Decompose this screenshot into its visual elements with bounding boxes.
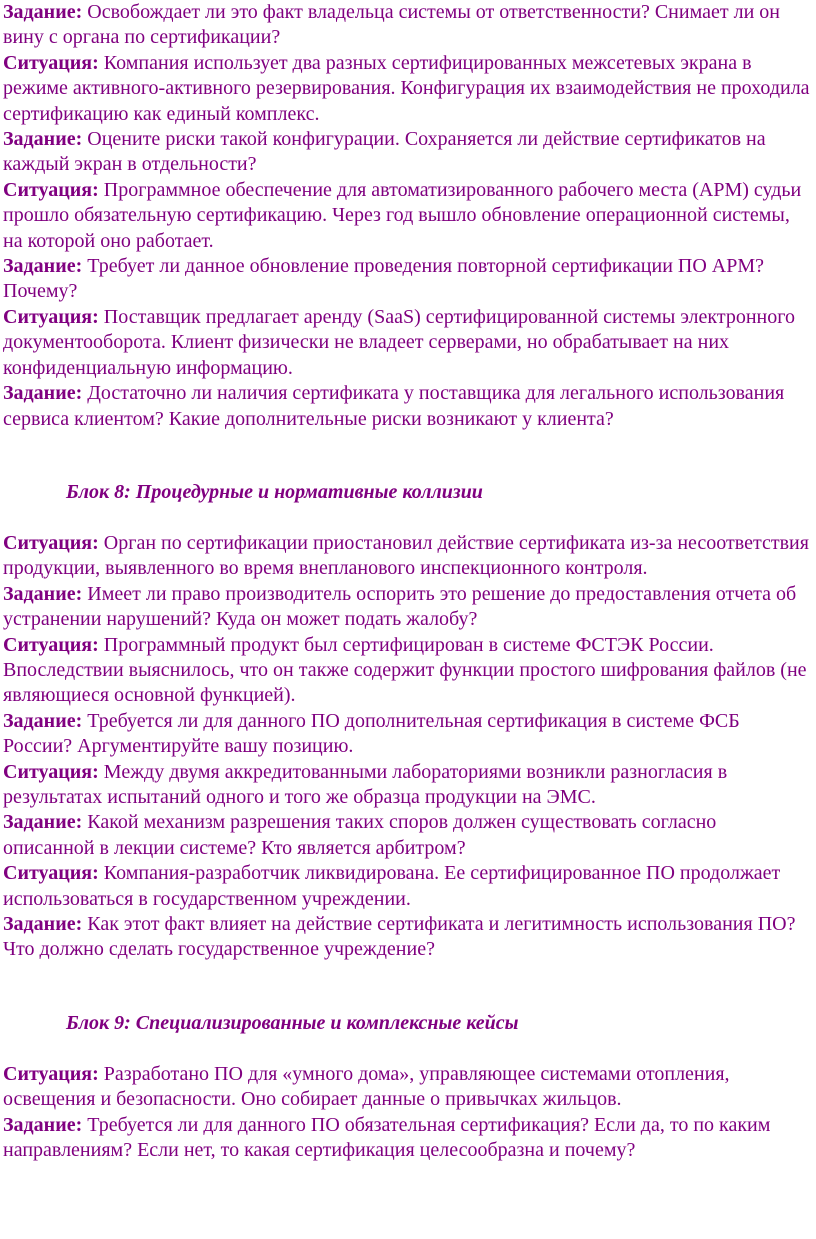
paragraph-text: Компания использует два разных сертифицированных межсетевых экрана в режиме активного-активного резервирования. Конфигурация их взаимодействия не проходила сертификацию как единый комплекс. <box>3 51 810 125</box>
block-9-section <box>3 1062 812 1164</box>
paragraph-text: Между двумя аккредитованными лабораториями возникли разногласия в результатах испытаний одного и того же образца продукции на ЭМС. <box>3 760 728 808</box>
situation-paragraph <box>3 305 812 381</box>
task-label: Задание: <box>3 913 83 935</box>
paragraph-text: Требуется ли для данного ПО обязательная сертификация? Если да, то по каким направлениям? Если нет, то какая сертификация целесообразна и почему? <box>3 1113 771 1162</box>
paragraph-text: Требуется ли для данного ПО дополнительная сертификация в системе ФСБ России? Аргументируйте вашу позицию. <box>3 709 740 758</box>
situation-label: Ситуация: <box>3 531 99 554</box>
paragraph-text: Освобождает ли это факт владельца системы от ответственности? Снимает ли он вину с органа по сертификации? <box>3 1 780 49</box>
task-paragraph <box>3 0 812 51</box>
paragraph-text: Имеет ли право производитель оспорить это решение до предоставления отчета об устранении нарушений? Куда он может подать жалобу? <box>3 582 797 631</box>
situation-label: Ситуация: <box>3 178 99 201</box>
situation-paragraph <box>3 633 812 709</box>
situation-label: Ситуация: <box>3 305 99 328</box>
task-paragraph <box>3 127 812 178</box>
task-label: Задание: <box>3 1 83 23</box>
task-label: Задание: <box>3 255 83 278</box>
paragraph-text: Поставщик предлагает аренду (SaaS) сертифицированной системы электронного документооборота. Клиент физически не владеет серверами, но обрабатывает на них конфиденциальную информацию. <box>3 305 795 379</box>
situation-label: Ситуация: <box>3 1062 99 1085</box>
paragraph-text: Программный продукт был сертифицирован в системе ФСТЭК России. Впоследствии выяснилось, что он также содержит функции простого шифрования файлов (не являющиеся основной функцией). <box>3 633 807 707</box>
paragraph-text: Достаточно ли наличия сертификата у поставщика для легального использования сервиса клиентом? Какие дополнительные риски возникают у клиента? <box>3 382 785 430</box>
task-label: Задание: <box>3 709 83 732</box>
situation-label: Ситуация: <box>3 633 99 656</box>
intro-section <box>3 0 812 432</box>
task-paragraph <box>3 582 812 633</box>
situation-paragraph <box>3 1062 812 1113</box>
task-paragraph <box>3 810 812 861</box>
task-label: Задание: <box>3 1113 83 1136</box>
paragraph-text: Какой механизм разрешения таких споров должен существовать согласно описанной в лекции системе? Кто является арбитром? <box>3 811 717 859</box>
block-8-heading: Блок 8: Процедурные и нормативные коллизии <box>66 480 483 503</box>
block-8-section <box>3 531 812 963</box>
paragraph-text: Компания-разработчик ликвидирована. Ее сертифицированное ПО продолжает использоваться в государственном учреждении. <box>3 862 781 910</box>
task-paragraph <box>3 381 812 432</box>
paragraph-text: Требует ли данное обновление проведения повторной сертификации ПО АРМ? Почему? <box>3 255 765 303</box>
task-label: Задание: <box>3 811 83 834</box>
situation-paragraph <box>3 861 812 912</box>
situation-paragraph <box>3 178 812 254</box>
paragraph-text: Оцените риски такой конфигурации. Сохраняется ли действие сертификатов на каждый экран в отдельности? <box>3 128 766 176</box>
paragraph-text: Программное обеспечение для автоматизированного рабочего места (АРМ) судьи прошло обязательную сертификацию. Через год вышло обновление операционной системы, на которой оно работает. <box>3 178 802 252</box>
situation-paragraph <box>3 51 812 127</box>
situation-label: Ситуация: <box>3 51 99 74</box>
task-paragraph <box>3 254 812 305</box>
situation-label: Ситуация: <box>3 862 99 885</box>
block-9-heading: Блок 9: Специализированные и комплексные кейсы <box>66 1011 519 1034</box>
situation-paragraph <box>3 531 812 582</box>
paragraph-text: Разработано ПО для «умного дома», управляющее системами отопления, освещения и безопасности. Оно собирает данные о привычках жильцов. <box>3 1062 730 1111</box>
task-paragraph <box>3 709 812 760</box>
task-label: Задание: <box>3 128 83 151</box>
task-paragraph <box>3 1113 812 1164</box>
situation-label: Ситуация: <box>3 760 99 783</box>
paragraph-text: Как этот факт влияет на действие сертификата и легитимность использования ПО? Что должно сделать государственное учреждение? <box>3 913 796 961</box>
task-label: Задание: <box>3 582 83 605</box>
task-paragraph <box>3 912 812 963</box>
task-label: Задание: <box>3 382 83 405</box>
situation-paragraph <box>3 760 812 811</box>
paragraph-text: Орган по сертификации приостановил действие сертификата из-за несоответствия продукции, выявленного во время внепланового инспекционного контроля. <box>3 531 809 580</box>
